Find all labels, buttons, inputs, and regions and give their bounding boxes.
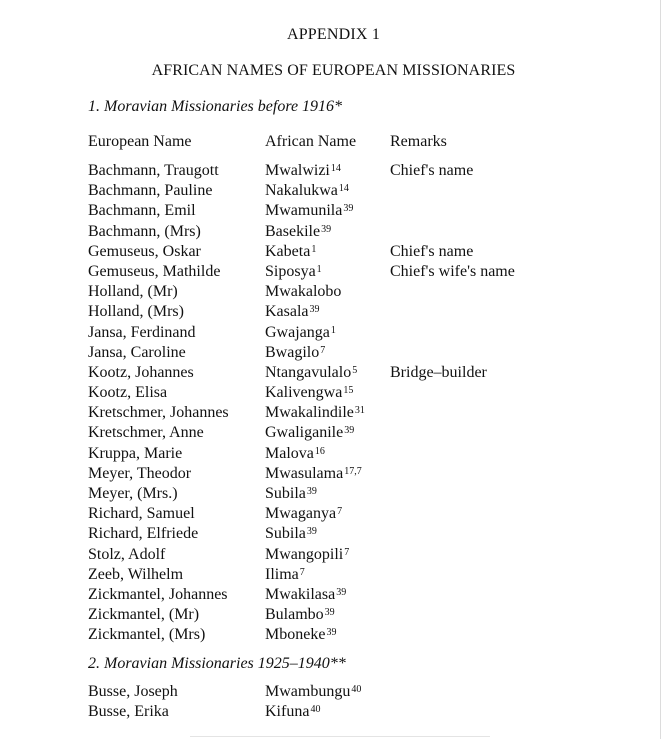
african-name-cell: [265, 703, 320, 721]
header-african-name: African Name: [265, 133, 357, 150]
african-name-cell: [265, 283, 342, 301]
african-name-text: Mwakalobo: [265, 283, 342, 301]
african-name-text: Mwambungu: [265, 683, 351, 700]
table-row: [0, 445, 667, 465]
footnote-ref: 7: [344, 546, 350, 558]
section-1-heading: 1. Moravian Missionaries before 1916*: [88, 98, 343, 115]
african-name-text: Basekile: [265, 222, 321, 240]
european-name-cell: Jansa, Caroline: [88, 343, 186, 361]
european-name-cell: Zeeb, Wilhelm: [88, 565, 184, 583]
european-name-cell: Zickmantel, (Mrs): [88, 626, 206, 644]
african-name-cell: [265, 384, 353, 402]
african-name-cell: [265, 485, 317, 503]
header-european-name: European Name: [88, 133, 192, 150]
table-row: [0, 404, 667, 424]
footnote-ref: 39: [309, 304, 320, 316]
european-name-cell: Bachmann, Traugott: [88, 162, 219, 179]
footnote-ref: 17,7: [344, 465, 362, 477]
european-name-cell: Zickmantel, (Mr): [88, 606, 200, 624]
african-name-cell: [265, 683, 361, 701]
section-1-table: [0, 162, 667, 647]
african-name-text: Bulambo: [265, 606, 324, 624]
table-row: [0, 546, 667, 566]
african-name-text: Kasala: [265, 303, 309, 321]
table-row: [0, 465, 667, 485]
european-name-cell: Meyer, (Mrs.): [88, 485, 178, 502]
european-name-cell: Richard, Elfriede: [88, 525, 199, 543]
footnote-ref: 1: [316, 263, 322, 275]
african-name-text: Gwajanga: [265, 323, 330, 341]
european-name-cell: Stolz, Adolf: [88, 545, 166, 563]
african-name-text: Mwakalindile: [265, 404, 354, 422]
footnote-ref: 39: [343, 203, 354, 215]
header-remarks: Remarks: [390, 133, 447, 150]
table-row: [0, 303, 667, 323]
footnote-ref: 1: [330, 324, 336, 336]
african-name-cell: [265, 182, 349, 200]
african-name-cell: [265, 586, 346, 604]
african-name-text: Kalivengwa: [265, 384, 343, 402]
african-name-text: Nakalukwa: [265, 182, 338, 200]
table-row: [0, 223, 667, 243]
footnote-ref: 31: [354, 405, 365, 417]
african-name-cell: [265, 263, 322, 281]
footnote-ref: 7: [337, 506, 343, 518]
european-name-cell: Richard, Samuel: [88, 505, 195, 523]
scan-bottom-line: [190, 736, 490, 737]
african-name-text: Subila: [265, 485, 306, 502]
footnote-ref: 40: [310, 704, 321, 716]
african-name-text: Gwaliganile: [265, 424, 344, 442]
african-name-cell: [265, 546, 349, 564]
remarks-cell: Chief's name: [390, 242, 474, 260]
african-name-text: Mwamunila: [265, 202, 343, 220]
african-name-text: Ilima: [265, 565, 299, 583]
table-row: [0, 384, 667, 404]
remarks-cell: Bridge–builder: [390, 363, 487, 381]
table-row: [0, 263, 667, 283]
table-row: [0, 606, 667, 626]
table-row: [0, 162, 667, 182]
african-name-text: Ntangavulalo: [265, 363, 352, 381]
african-name-cell: [265, 243, 316, 261]
european-name-cell: Jansa, Ferdinand: [88, 323, 196, 341]
footnote-ref: 40: [351, 684, 362, 695]
footnote-ref: 1: [311, 243, 317, 255]
footnote-ref: 39: [321, 223, 332, 235]
african-name-cell: [265, 324, 336, 342]
footnote-ref: 39: [326, 627, 337, 639]
african-name-cell: [265, 525, 317, 543]
table-row: [0, 485, 667, 505]
african-name-text: Subila: [265, 525, 306, 543]
footnote-ref: 7: [320, 344, 326, 356]
european-name-cell: Busse, Erika: [88, 703, 169, 721]
african-name-text: Mwakilasa: [265, 585, 336, 603]
african-name-text: Mboneke: [265, 626, 326, 644]
scan-edge-line: [660, 0, 661, 739]
table-row: [0, 182, 667, 202]
footnote-ref: 5: [352, 364, 358, 376]
remarks-cell: Chief's name: [390, 162, 474, 179]
footnote-ref: 15: [343, 385, 354, 397]
european-name-cell: Bachmann, (Mrs): [88, 222, 201, 240]
european-name-cell: Gemuseus, Oskar: [88, 242, 201, 260]
african-name-text: Malova: [265, 444, 314, 462]
african-name-text: Mwangopili: [265, 545, 344, 563]
table-row: [0, 626, 667, 646]
table-row: [0, 283, 667, 303]
footnote-ref: 39: [324, 607, 335, 619]
footnote-ref: 39: [336, 586, 347, 598]
african-name-cell: [265, 424, 354, 442]
table-row: [0, 586, 667, 606]
table-row: [0, 703, 667, 723]
table-row: [0, 525, 667, 545]
african-name-text: Kabeta: [265, 242, 311, 260]
appendix-title: APPENDIX 1: [286, 26, 381, 43]
african-name-cell: [265, 465, 362, 483]
european-name-cell: Kruppa, Marie: [88, 444, 183, 462]
remarks-cell: Chief's wife's name: [390, 262, 515, 280]
african-name-text: Bwagilo: [265, 343, 320, 361]
african-name-text: Mwasulama: [265, 464, 344, 482]
african-name-cell: [265, 626, 336, 644]
footnote-ref: 14: [338, 183, 349, 195]
african-name-text: Kifuna: [265, 703, 310, 721]
section-2-table: [0, 683, 667, 723]
african-name-cell: [265, 364, 357, 382]
footnote-ref: 39: [306, 526, 317, 538]
african-name-cell: [265, 566, 305, 584]
african-name-cell: [265, 344, 325, 362]
section-2-heading: 2. Moravian Missionaries 1925–1940**: [88, 655, 346, 672]
footnote-ref: 16: [314, 445, 325, 457]
african-name-text: Mwalwizi: [265, 162, 330, 179]
european-name-cell: Bachmann, Emil: [88, 202, 196, 220]
european-name-cell: Holland, (Mrs): [88, 303, 184, 321]
table-row: [0, 202, 667, 222]
table-row: [0, 424, 667, 444]
european-name-cell: Kretschmer, Johannes: [88, 404, 229, 422]
european-name-cell: Gemuseus, Mathilde: [88, 262, 221, 280]
african-name-cell: [265, 223, 331, 241]
european-name-cell: Kootz, Elisa: [88, 384, 168, 402]
african-name-cell: [265, 303, 320, 321]
european-name-cell: Kootz, Johannes: [88, 363, 194, 381]
footnote-ref: 39: [344, 425, 355, 437]
appendix-subtitle: AFRICAN NAMES OF EUROPEAN MISSIONARIES: [151, 62, 516, 79]
table-row: [0, 364, 667, 384]
footnote-ref: 7: [299, 566, 305, 578]
european-name-cell: Busse, Joseph: [88, 683, 178, 700]
african-name-cell: [265, 202, 353, 220]
african-name-cell: [265, 404, 365, 422]
african-name-cell: [265, 606, 335, 624]
table-row: [0, 566, 667, 586]
table-row: [0, 683, 667, 703]
european-name-cell: Holland, (Mr): [88, 283, 178, 301]
table-row: [0, 505, 667, 525]
african-name-text: Siposya: [265, 262, 316, 280]
european-name-cell: Bachmann, Pauline: [88, 182, 213, 200]
european-name-cell: Meyer, Theodor: [88, 464, 192, 482]
column-headers: [0, 133, 667, 153]
table-row: [0, 243, 667, 263]
footnote-ref: 39: [306, 486, 317, 497]
african-name-cell: [265, 445, 325, 463]
european-name-cell: Zickmantel, Johannes: [88, 585, 228, 603]
african-name-cell: [265, 162, 341, 180]
footnote-ref: 14: [330, 163, 341, 174]
european-name-cell: Kretschmer, Anne: [88, 424, 204, 442]
table-row: [0, 324, 667, 344]
table-row: [0, 344, 667, 364]
african-name-text: Mwaganya: [265, 505, 337, 523]
african-name-cell: [265, 505, 342, 523]
